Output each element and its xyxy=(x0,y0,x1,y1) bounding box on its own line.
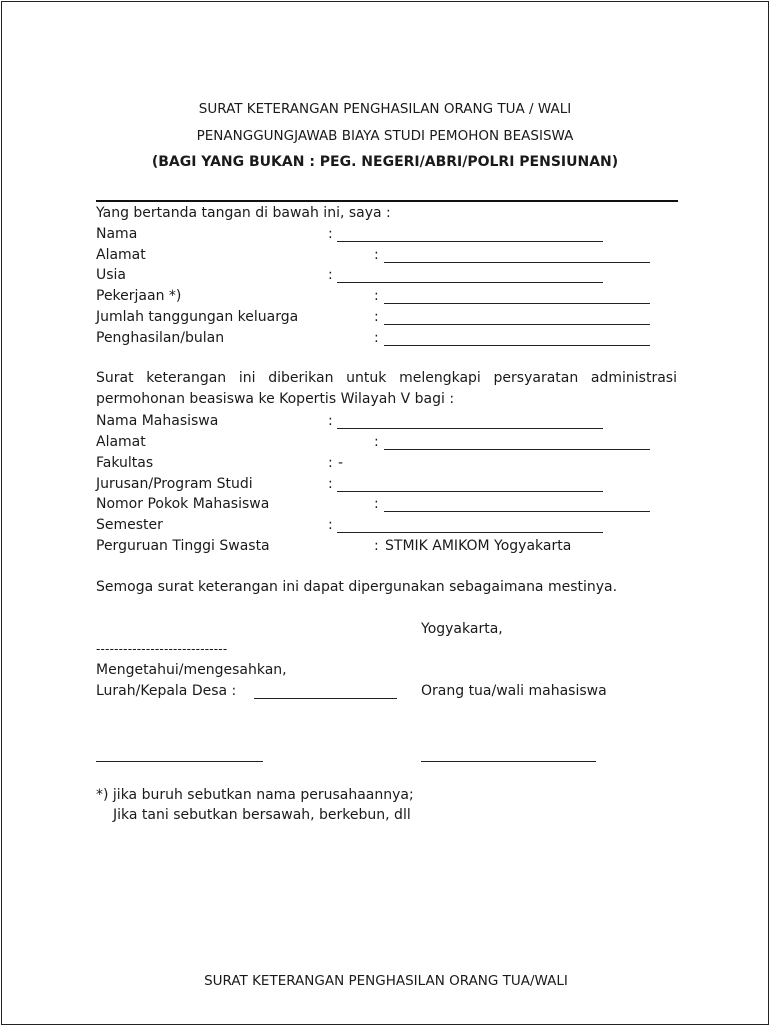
fill-line xyxy=(384,303,650,304)
field-colon: : xyxy=(328,413,333,429)
fill-line xyxy=(384,262,650,263)
field-label: Perguruan Tinggi Swasta xyxy=(96,538,270,554)
field-label: Jurusan/Program Studi xyxy=(96,476,253,492)
field-label: Fakultas xyxy=(96,455,154,471)
parent-guardian-label: Orang tua/wali mahasiswa xyxy=(421,683,607,699)
field-colon: : xyxy=(328,455,333,471)
fill-line xyxy=(337,428,603,429)
page-footer: SURAT KETERANGAN PENGHASILAN ORANG TUA/WALI xyxy=(204,973,568,989)
field-label: Jumlah tanggungan keluarga xyxy=(96,309,299,325)
field-label: Penghasilan/bulan xyxy=(96,330,225,346)
header-rule xyxy=(96,200,678,202)
field-label: Pekerjaan *) xyxy=(96,288,182,304)
field-colon: : xyxy=(374,330,379,346)
signature-line-left xyxy=(96,761,263,762)
field-colon: : xyxy=(374,434,379,450)
field-label: Nomor Pokok Mahasiswa xyxy=(96,496,270,512)
header-line-2: PENANGGUNGJAWAB BIAYA STUDI PEMOHON BEASISWA xyxy=(196,128,574,144)
fill-line xyxy=(337,241,603,242)
header-line-1: SURAT KETERANGAN PENGHASILAN ORANG TUA / WALI xyxy=(198,101,572,117)
signature-line-right xyxy=(421,761,596,762)
field-colon: : xyxy=(328,517,333,533)
field-label: Nama Mahasiswa xyxy=(96,413,219,429)
field-colon: : xyxy=(328,267,333,283)
village-head-label: Lurah/Kepala Desa : xyxy=(96,683,237,699)
place-label: Yogyakarta, xyxy=(421,621,503,637)
fill-line xyxy=(337,532,603,533)
field-label: Usia xyxy=(96,267,127,283)
field-colon: : xyxy=(328,476,333,492)
intro-text: Yang bertanda tangan di bawah ini, saya : xyxy=(96,205,391,221)
field-colon: : xyxy=(374,288,379,304)
field-colon: : xyxy=(374,496,379,512)
fill-line xyxy=(337,491,603,492)
field-value: - xyxy=(338,455,344,471)
field-label: Semester xyxy=(96,517,163,533)
note-1: *) jika buruh sebutkan nama perusahaannya; xyxy=(96,787,414,803)
fill-line xyxy=(384,324,650,325)
field-colon: : xyxy=(374,247,379,263)
fill-line xyxy=(384,345,650,346)
closing-text: Semoga surat keterangan ini dapat dipergunakan sebagaimana mestinya. xyxy=(96,579,618,595)
dash-line: ----------------------------- xyxy=(96,642,228,656)
fill-line xyxy=(337,282,603,283)
purpose-paragraph: Surat keterangan ini diberikan untuk melengkapi persyaratan administrasi permohonan beasiswa ke Kopertis Wilayah V bagi : xyxy=(96,370,677,407)
field-colon: : xyxy=(328,226,333,242)
fill-line xyxy=(384,449,650,450)
header-line-3: (BAGI YANG BUKAN : PEG. NEGERI/ABRI/POLRI PENSIUNAN) xyxy=(151,154,619,170)
fill-line xyxy=(384,511,650,512)
field-label: Alamat xyxy=(96,434,146,450)
field-colon: : xyxy=(374,538,379,554)
acknowledge-label: Mengetahui/mengesahkan, xyxy=(96,662,287,678)
field-value: STMIK AMIKOM Yogyakarta xyxy=(385,538,572,554)
field-colon: : xyxy=(374,309,379,325)
village-head-line xyxy=(254,698,397,699)
field-label: Nama xyxy=(96,226,138,242)
note-2: Jika tani sebutkan bersawah, berkebun, dll xyxy=(113,807,411,823)
field-label: Alamat xyxy=(96,247,146,263)
